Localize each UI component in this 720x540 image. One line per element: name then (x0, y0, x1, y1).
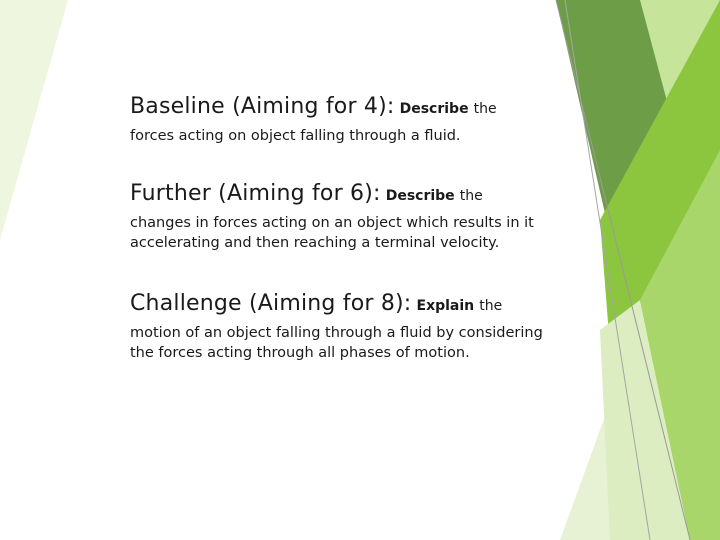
objective-text-start: the (479, 298, 503, 314)
objective-description (130, 323, 610, 363)
objective-line: changes in forces acting on an object which results in it (130, 215, 534, 231)
command-verb: Explain (416, 298, 475, 314)
objective-baseline (130, 96, 610, 146)
objective-description (130, 126, 610, 146)
objective-description (130, 213, 610, 253)
command-verb: Describe (399, 101, 469, 117)
objective-line: forces acting on object falling through a fluid. (130, 128, 461, 144)
objective-further (130, 183, 610, 253)
objective-level: Challenge (Aiming for 8): (130, 291, 412, 316)
objective-line: motion of an object falling through a fluid by considering (130, 325, 543, 341)
objective-challenge (130, 293, 610, 363)
objective-text-start: the (473, 101, 497, 117)
objective-level: Baseline (Aiming for 4): (130, 94, 395, 119)
left-accent-band (0, 0, 68, 240)
command-verb: Describe (385, 188, 455, 204)
objective-level: Further (Aiming for 6): (130, 181, 381, 206)
objective-heading (130, 96, 610, 118)
objective-text-start: the (459, 188, 483, 204)
objective-line: the forces acting through all phases of motion. (130, 345, 470, 361)
objective-heading (130, 183, 610, 205)
objective-line: accelerating and then reaching a terminal velocity. (130, 235, 500, 251)
objective-heading (130, 293, 610, 315)
